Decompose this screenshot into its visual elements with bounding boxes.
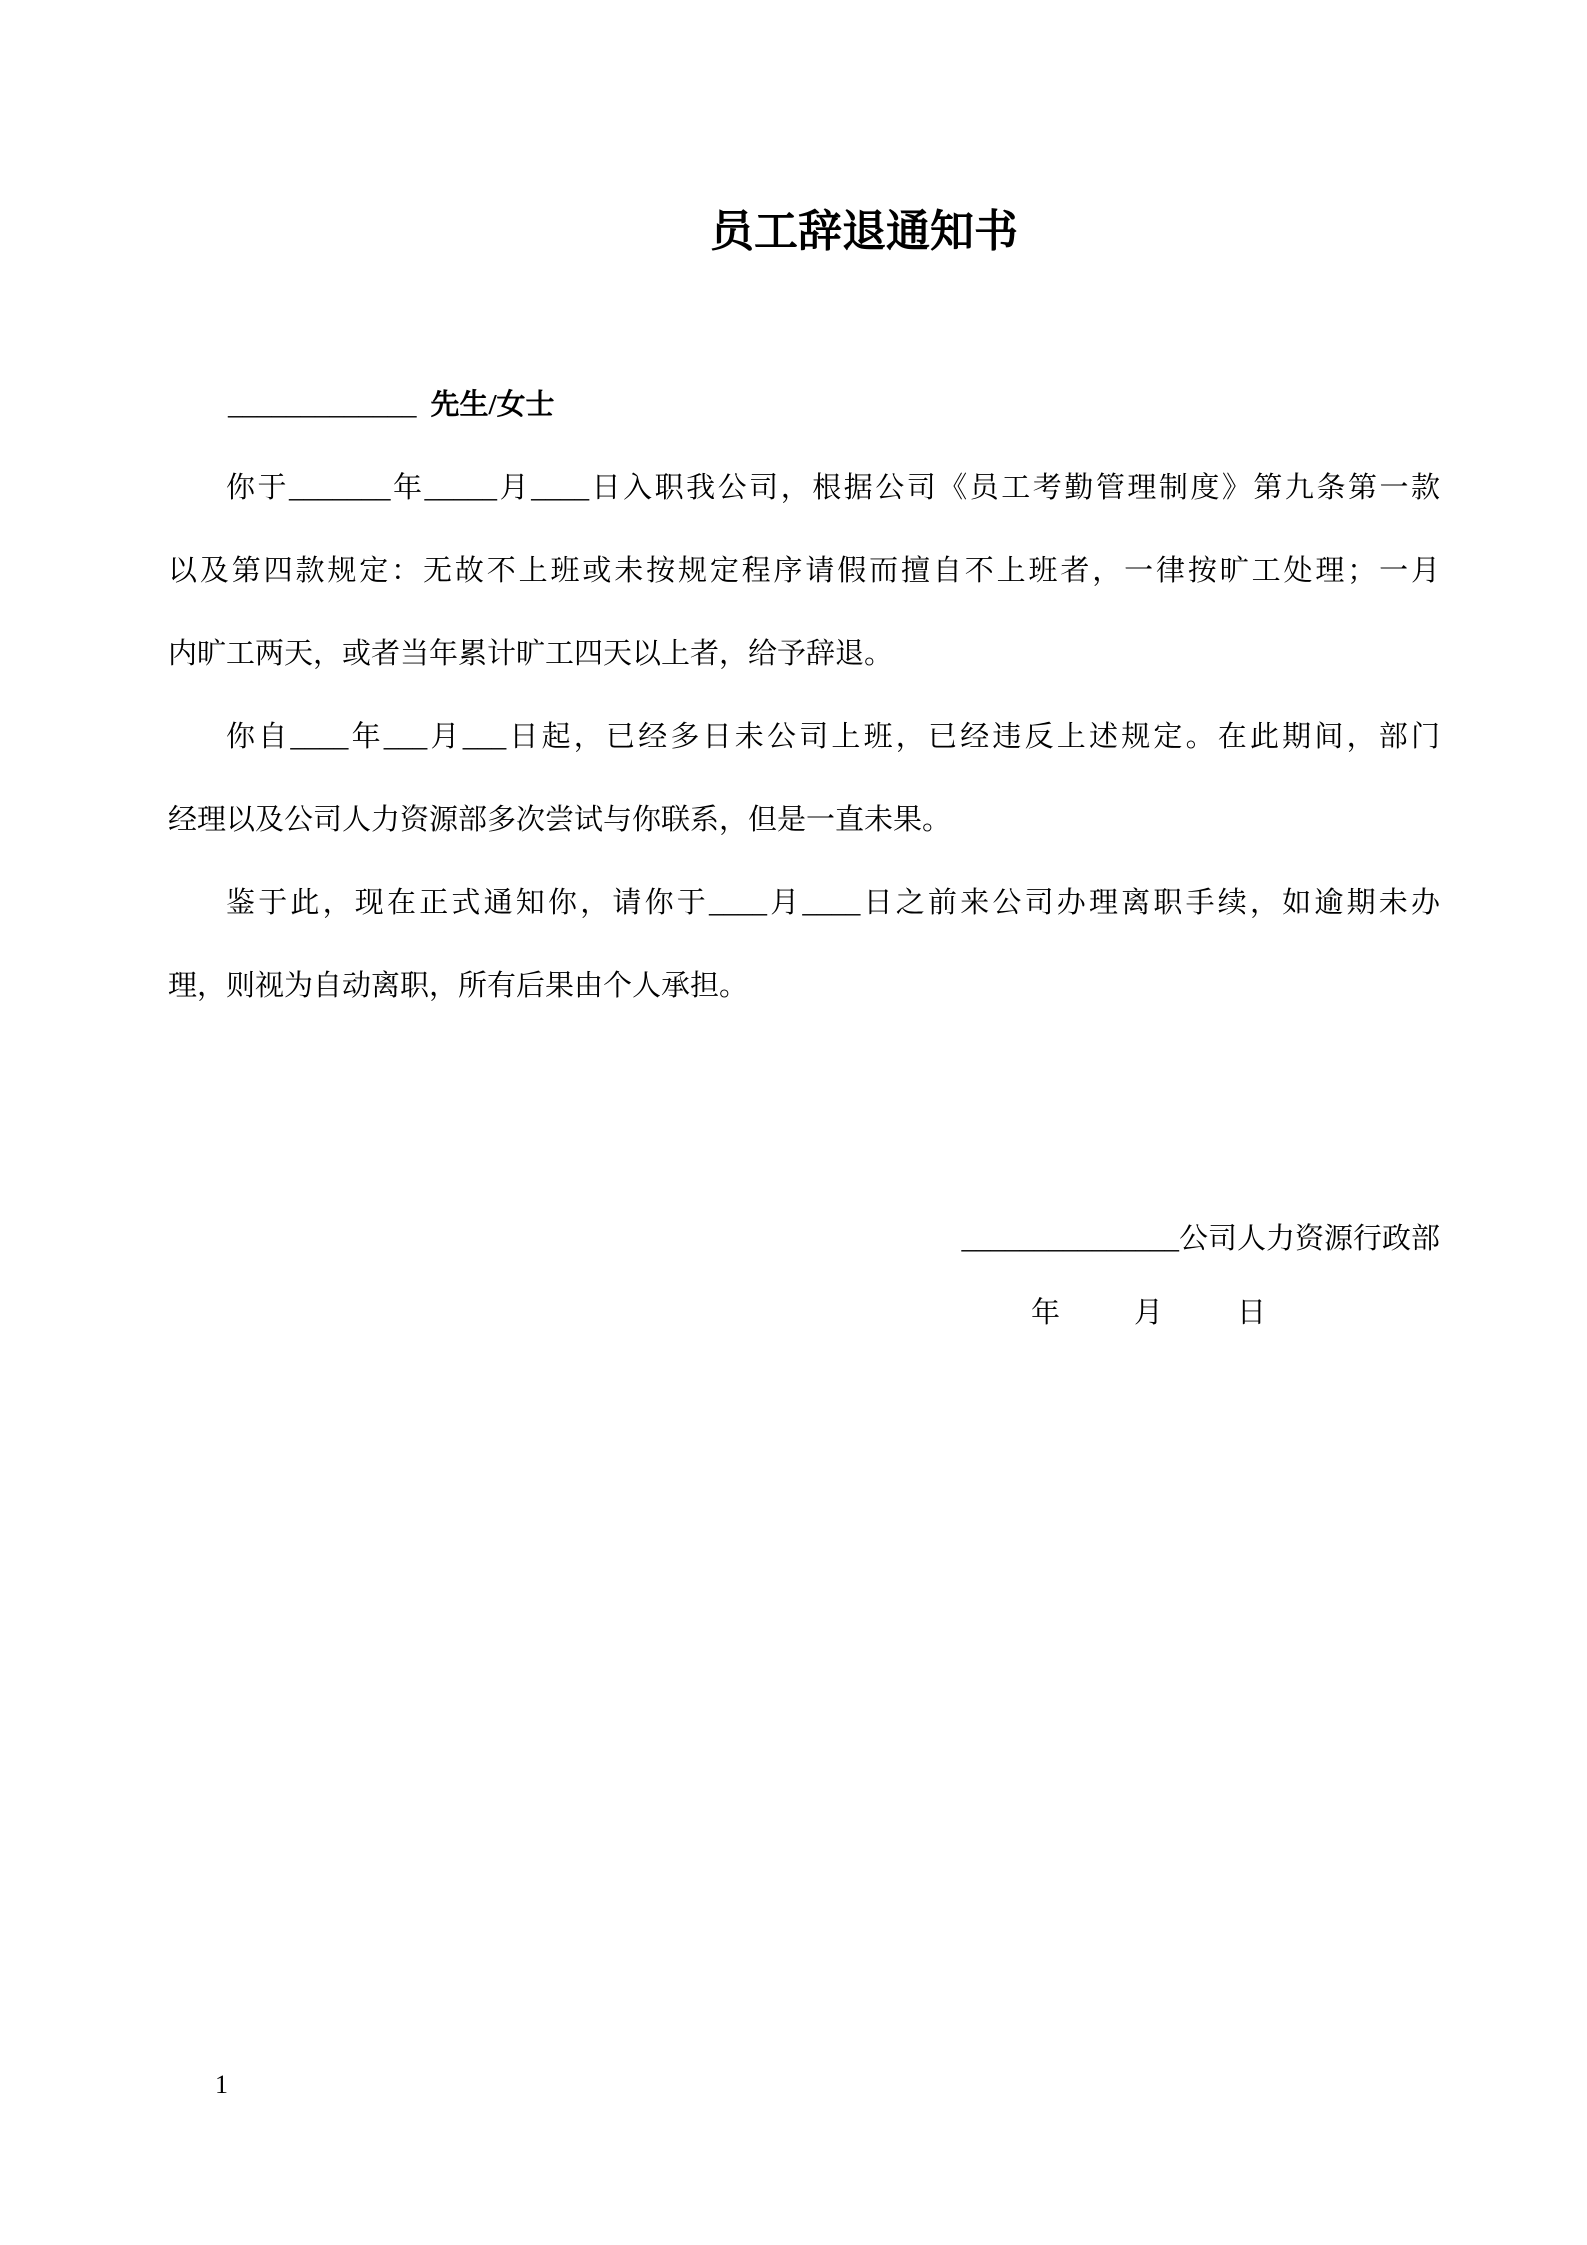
signature-department: 公司人力资源行政部 xyxy=(1178,1223,1440,1255)
date-year-label: 年 xyxy=(1030,1297,1060,1329)
document-title: 员工辞退通知书 xyxy=(710,207,1018,256)
paragraph-formal-notice xyxy=(168,862,1440,1028)
paragraph-absence-statement xyxy=(168,696,1440,862)
signature-blank: _______________ xyxy=(961,1223,1179,1255)
paragraph-line: 内旷工两天，或者当年累计旷工四天以上者，给予辞退。 xyxy=(168,638,894,670)
paragraph-line: 鉴于此，现在正式通知你，请你于____月____日之前来公司办理离职手续，如逾期未办 xyxy=(226,887,1440,919)
recipient-name-blank: _____________ xyxy=(228,389,417,421)
paragraph-join-date-rule xyxy=(168,447,1440,696)
paragraph-line: 理，则视为自动离职，所有后果由个人承担。 xyxy=(168,970,749,1002)
signature-line xyxy=(168,1198,1440,1281)
paragraph-line: 你于_______年_____月____日入职我公司，根据公司《员工考勤管理制度》第九条第一款 xyxy=(226,472,1440,504)
paragraph-line: 以及第四款规定：无故不上班或未按规定程序请假而擅自不上班者，一律按旷工处理；一月 xyxy=(168,555,1440,587)
page-number: 1 xyxy=(215,2070,228,2099)
date-day-label: 日 xyxy=(1236,1297,1266,1329)
paragraph-line: 经理以及公司人力资源部多次尝试与你联系，但是一直未果。 xyxy=(168,804,952,836)
date-line xyxy=(168,1283,1440,1343)
paragraph-line: 你自____年___月___日起，已经多日未公司上班，已经违反上述规定。在此期间，部门 xyxy=(226,721,1440,753)
document-content xyxy=(168,0,1440,1343)
salutation-line xyxy=(168,364,1440,447)
salutation-suffix: 先生/女士 xyxy=(430,389,555,421)
date-month-label: 月 xyxy=(1133,1297,1163,1329)
